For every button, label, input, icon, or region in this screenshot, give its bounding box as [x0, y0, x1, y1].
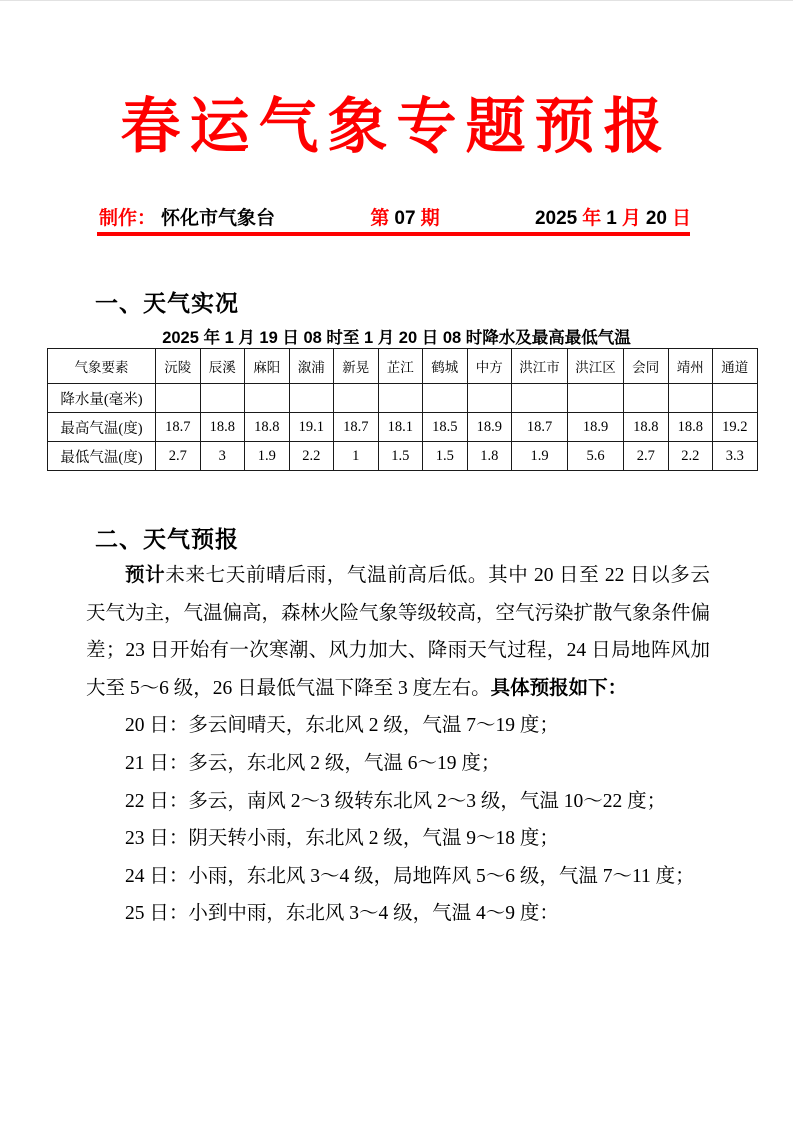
section1-heading: 一、天气实况 [95, 290, 239, 316]
forecast-line-day22: 22 日：多云，南风 2～3 级转东北风 2～3 级，气温 10～22 度； [125, 790, 667, 812]
table-cell: 18.9 [467, 413, 512, 442]
table-row-max-temp [48, 413, 758, 442]
table-cell: 2.2 [289, 442, 334, 471]
issue-suffix: 期 [420, 208, 440, 229]
document-page [0, 1, 793, 1122]
table-cell: 1.5 [378, 442, 423, 471]
column-header: 通道 [713, 349, 758, 384]
table-cell: 18.8 [668, 413, 713, 442]
table-cell: 3.3 [713, 442, 758, 471]
column-header: 溆浦 [289, 349, 334, 384]
table-cell: 19.2 [713, 413, 758, 442]
table-cell [289, 384, 334, 413]
table-cell: 1.9 [245, 442, 290, 471]
table-header-row [48, 349, 758, 384]
column-header: 辰溪 [200, 349, 245, 384]
table-row-precipitation [48, 384, 758, 413]
date-month-unit: 月 [621, 208, 641, 229]
table-cell [713, 384, 758, 413]
date-day-unit: 日 [671, 208, 691, 229]
table-cell: 1.9 [512, 442, 568, 471]
table-cell: 18.7 [512, 413, 568, 442]
table-cell: 18.9 [568, 413, 624, 442]
intro-body-text: 未来七天前晴后雨，气温前高后低。其中 20 日至 22 日以多云天气为主，气温偏高，森林火险气象等级较高，空气污染扩散气象条件偏差；23 日开始有一次寒潮、风力加大、降雨天气过程，24 日局地阵风加大至 5～6 级，26 日最低气温下降至 3 度左右。 [86, 565, 711, 699]
column-header: 鹤城 [423, 349, 468, 384]
date-day: 20 [645, 208, 667, 229]
table-cell [245, 384, 290, 413]
date-year: 2025 [534, 208, 578, 229]
table-cell: 19.1 [289, 413, 334, 442]
column-header: 会同 [624, 349, 669, 384]
forecast-line-day21: 21 日：多云，东北风 2 级，气温 6～19 度； [125, 752, 501, 774]
page-title: 春运气象专题预报 [120, 94, 673, 160]
column-header: 气象要素 [48, 349, 156, 384]
red-divider [97, 232, 690, 236]
issue-prefix: 第 [370, 208, 390, 229]
table-cell: 2.7 [624, 442, 669, 471]
section2-heading: 二、天气预报 [95, 526, 239, 552]
column-header: 靖州 [668, 349, 713, 384]
table-cell: 18.1 [378, 413, 423, 442]
producer-value: 怀化市气象台 [161, 208, 276, 229]
column-header: 中方 [467, 349, 512, 384]
table-cell [624, 384, 669, 413]
table-cell: 1.5 [423, 442, 468, 471]
column-header: 沅陵 [156, 349, 201, 384]
forecast-line-day24: 24 日：小雨，东北风 3～4 级，局地阵风 5～6 级，气温 7～11 度； [125, 865, 695, 887]
table-cell: 18.8 [245, 413, 290, 442]
producer-label: 制作： [99, 208, 157, 229]
issue-number [370, 203, 439, 230]
forecast-intro-paragraph [86, 557, 710, 707]
meta-line [99, 203, 691, 230]
forecast-line-day20: 20 日：多云间晴天，东北风 2 级，气温 7～19 度； [125, 715, 559, 737]
weather-observation-table [47, 348, 758, 471]
table-cell: 2.7 [156, 442, 201, 471]
date-year-unit: 年 [582, 208, 602, 229]
table-cell [512, 384, 568, 413]
table-cell: 3 [200, 442, 245, 471]
table-cell [568, 384, 624, 413]
intro-lead-bold: 预计 [125, 565, 166, 586]
date-month: 1 [606, 208, 617, 229]
issue-date [535, 203, 691, 230]
table-cell: 18.7 [334, 413, 379, 442]
table-caption: 2025 年 1 月 19 日 08 时至 1 月 20 日 08 时降水及最高最低气温 [162, 329, 631, 347]
table-cell [200, 384, 245, 413]
column-header: 芷江 [378, 349, 423, 384]
row-label: 最高气温(度) [48, 413, 156, 442]
table-cell: 18.8 [200, 413, 245, 442]
table-cell [378, 384, 423, 413]
column-header: 新晃 [334, 349, 379, 384]
intro-tail-bold: 具体预报如下： [490, 677, 628, 699]
column-header: 洪江市 [512, 349, 568, 384]
table-cell: 5.6 [568, 442, 624, 471]
forecast-body [86, 557, 710, 933]
table-row-min-temp [48, 442, 758, 471]
table-cell: 2.2 [668, 442, 713, 471]
table-cell [334, 384, 379, 413]
row-label: 最低气温(度) [48, 442, 156, 471]
forecast-line-day23: 23 日：阴天转小雨，东北风 2 级，气温 9～18 度； [125, 828, 559, 850]
table-cell [156, 384, 201, 413]
row-label: 降水量(毫米) [48, 384, 156, 413]
table-cell [668, 384, 713, 413]
table-cell [467, 384, 512, 413]
producer [99, 203, 275, 230]
table-cell: 18.8 [624, 413, 669, 442]
table-cell: 18.5 [423, 413, 468, 442]
table-cell [423, 384, 468, 413]
forecast-line-day25: 25 日：小到中雨，东北风 3～4 级，气温 4～9 度： [125, 903, 559, 925]
table-cell: 1.8 [467, 442, 512, 471]
column-header: 洪江区 [568, 349, 624, 384]
table-cell: 1 [334, 442, 379, 471]
table-cell: 18.7 [156, 413, 201, 442]
issue-value: 07 [394, 208, 416, 229]
column-header: 麻阳 [245, 349, 290, 384]
